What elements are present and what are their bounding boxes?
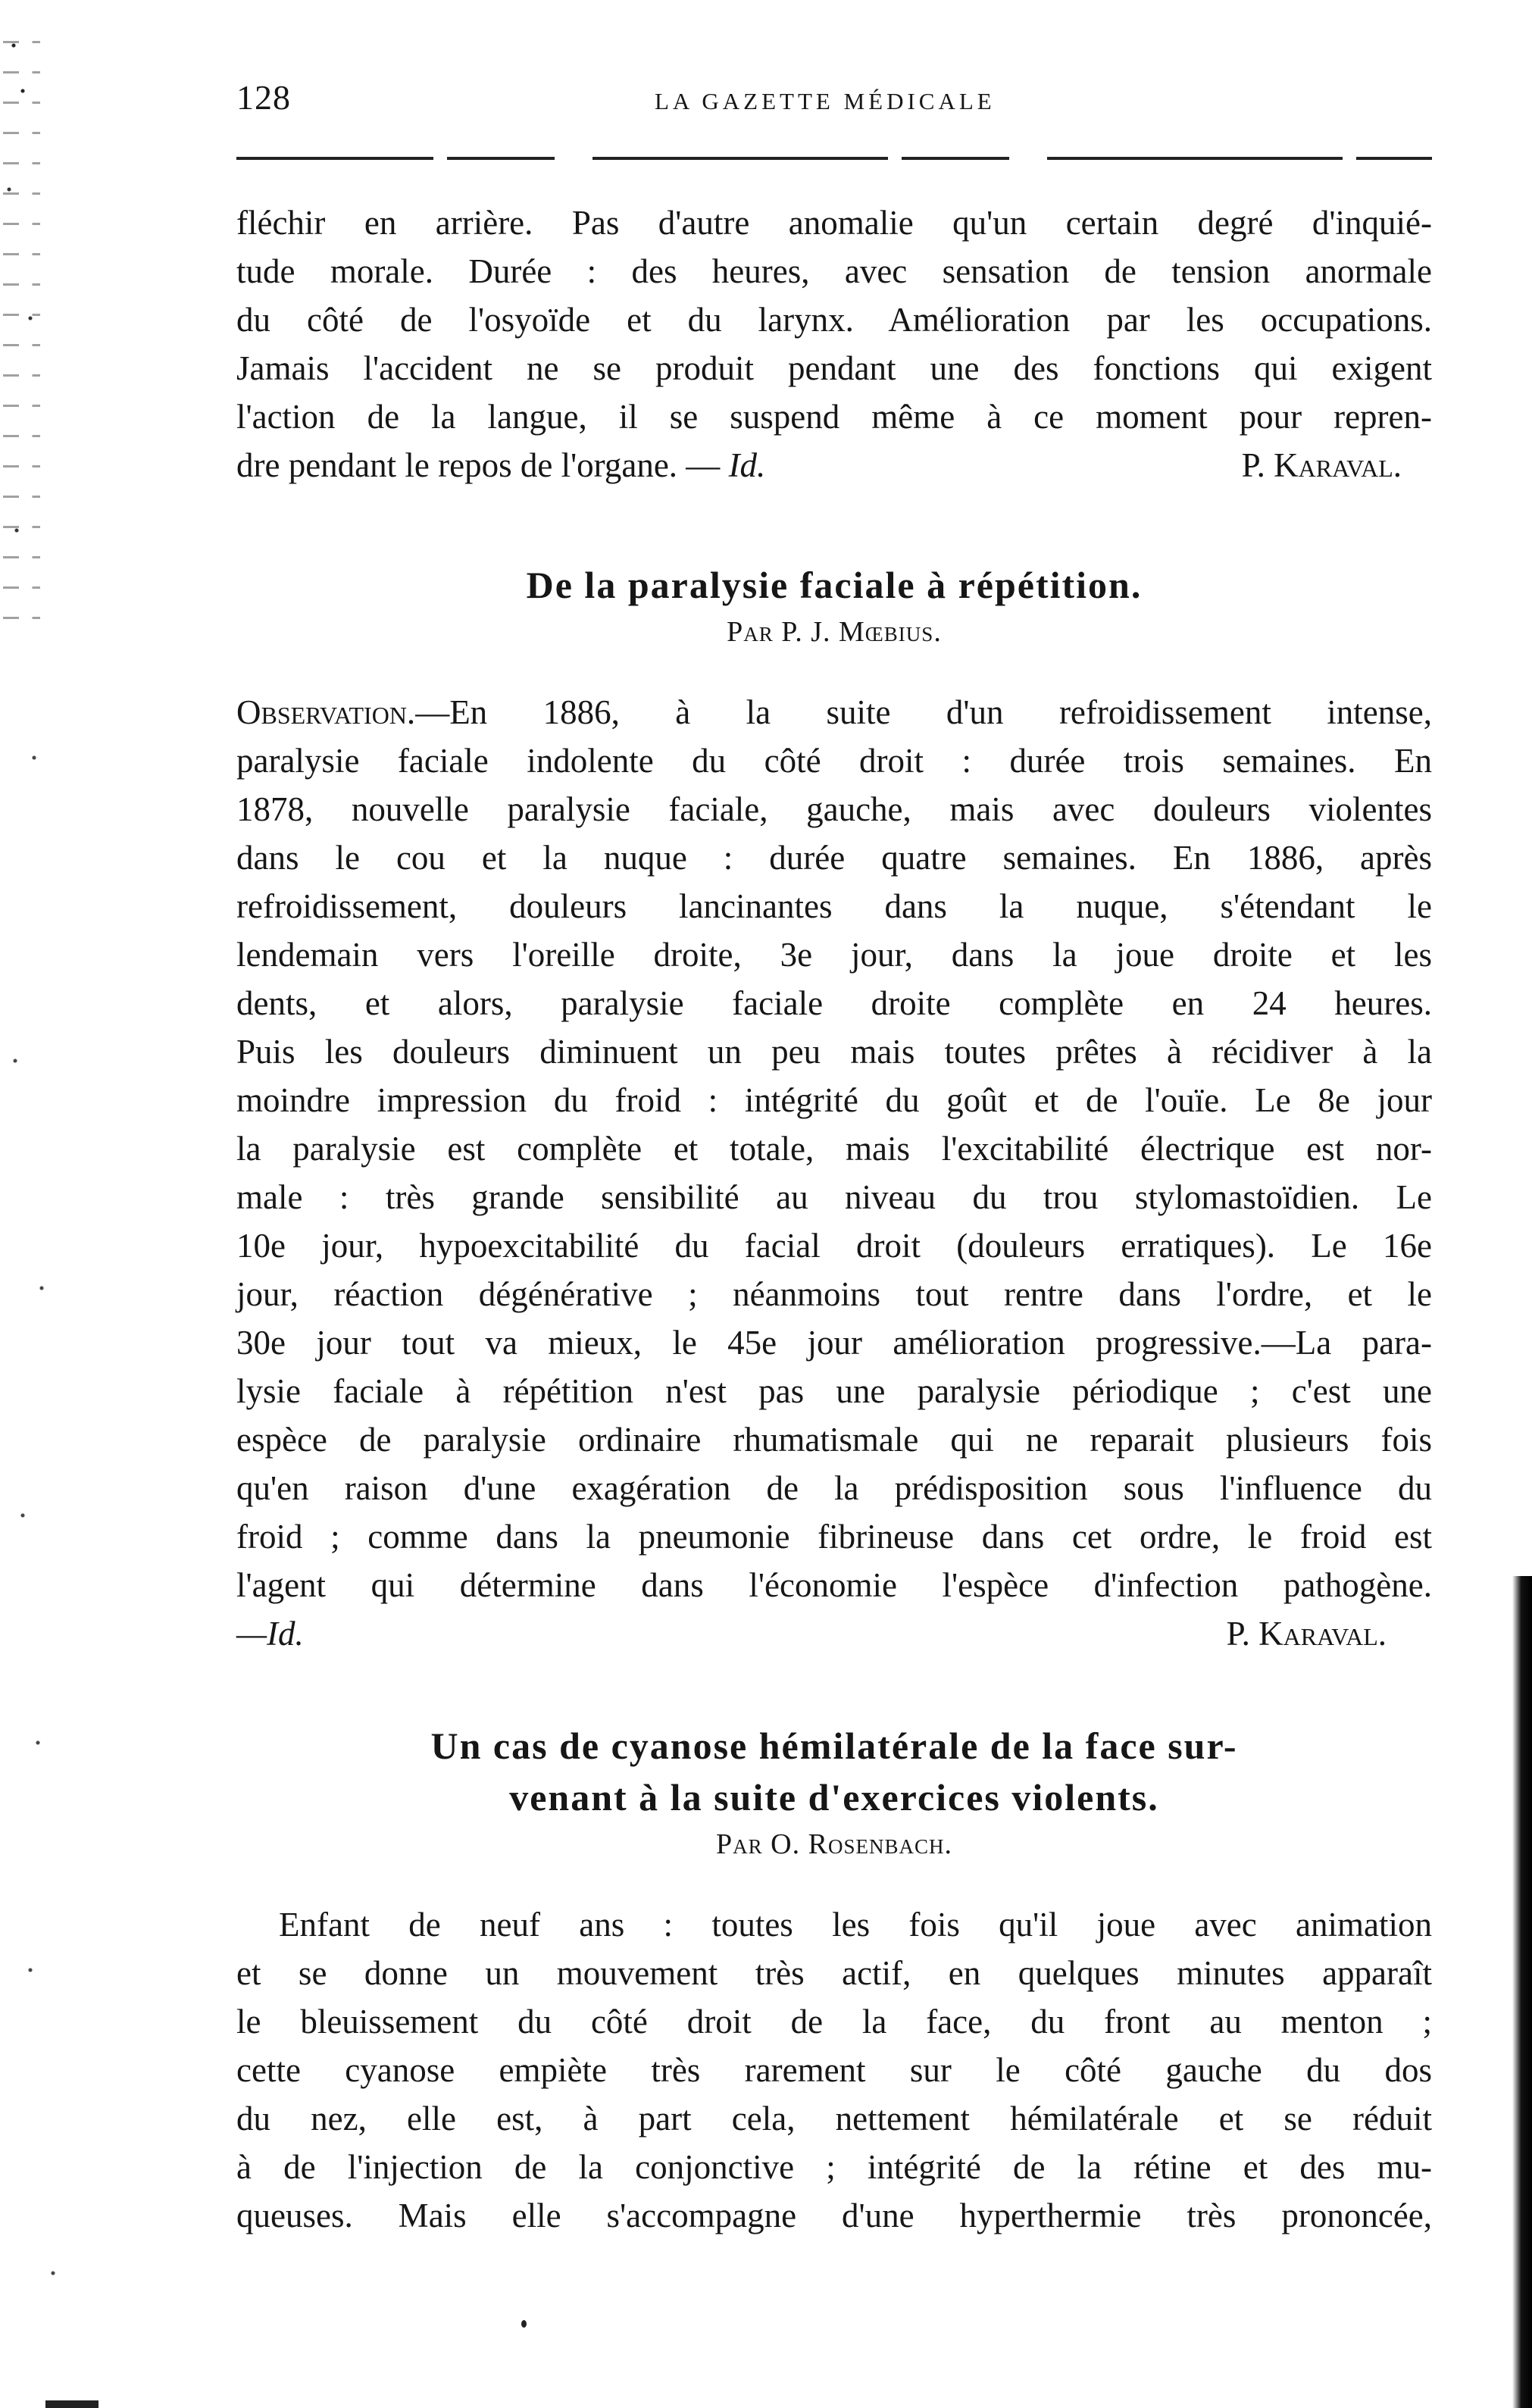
text-line: espèce de paralysie ordinaire rhumatismale qui ne reparait plusieurs fois [236, 1421, 1432, 1459]
closing-line [236, 441, 1432, 489]
article3 [236, 1720, 1432, 1861]
article2 [236, 559, 1432, 649]
author-signature: P. Karaval. [1241, 446, 1402, 484]
text-line: Puis les douleurs diminuent un peu mais toutes prêtes à récidiver à la [236, 1033, 1432, 1071]
text-line: Jamais l'accident ne se produit pendant une des fonctions qui exigent [236, 349, 1432, 387]
text-line: queuses. Mais elle s'accompagne d'une hyperthermie très prononcée, [236, 2197, 1432, 2234]
text-line: dre pendant le repos de l'organe. — [236, 446, 721, 484]
text-line: dans le cou et la nuque : durée quatre semaines. En 1886, après [236, 839, 1432, 877]
text-line: froid ; comme dans la pneumonie fibrineuse dans cet ordre, le froid est [236, 1518, 1432, 1556]
scan-bottom-mark [45, 2400, 98, 2408]
text-line: le bleuissement du côté droit de la face, du front au menton ; [236, 2003, 1432, 2041]
text-line: moindre impression du froid : intégrité du goût et de l'ouïe. Le 8e jour [236, 1081, 1432, 1119]
text-line: 30e jour tout va mieux, le 45e jour amélioration progressive.—La para- [236, 1324, 1432, 1362]
text-line: paralysie faciale indolente du côté droit : durée trois semaines. En [236, 742, 1432, 780]
text-line: fléchir en arrière. Pas d'autre anomalie qu'un certain degré d'inquié- [236, 204, 1432, 242]
article-title-line: Un cas de cyanose hémilatérale de la face sur- [430, 1725, 1238, 1767]
source-reference: —Id. [236, 1615, 304, 1653]
article3-body [236, 1900, 1432, 2240]
source-reference: Id. [728, 446, 766, 484]
article-byline: Par O. Rosenbach. [716, 1828, 952, 1860]
text-line: dents, et alors, paralysie faciale droite complète en 24 heures. [236, 984, 1432, 1022]
scan-right-edge-shadow [1512, 1576, 1532, 2408]
article2-body [236, 688, 1432, 1658]
observation-label: Observation. [236, 693, 416, 731]
article-title-line: venant à la suite d'exercices violents. [509, 1776, 1159, 1819]
article1-tail [236, 199, 1432, 489]
article-byline: Par P. J. Mœbius. [727, 616, 942, 648]
text-line: refroidissement, douleurs lancinantes dans la nuque, s'étendant le [236, 887, 1432, 925]
text-line: 10e jour, hypoexcitabilité du facial droit (douleurs erratiques). Le 16e [236, 1227, 1432, 1265]
closing-line [236, 1609, 1432, 1658]
text-line: du nez, elle est, à part cela, nettement hémilatérale et se réduit [236, 2100, 1432, 2137]
author-signature: P. Karaval. [1226, 1615, 1387, 1653]
text-line: du côté de l'osyoïde et du larynx. Amélioration par les occupations. [236, 301, 1432, 339]
text-line: et se donne un mouvement très actif, en quelques minutes apparaît [236, 1954, 1432, 1992]
text-line: Enfant de neuf ans : toutes les fois qu'il joue avec animation [279, 1906, 1432, 1944]
text-line: cette cyanose empiète très rarement sur le côté gauche du dos [236, 2051, 1432, 2089]
text-line: l'action de la langue, il se suspend même à ce moment pour repren- [236, 398, 1432, 436]
text-line: male : très grande sensibilité au niveau du trou stylomastoïdien. Le [236, 1178, 1432, 1216]
text-line: —En 1886, à la suite d'un refroidissement intense, [415, 693, 1432, 731]
text-line: jour, réaction dégénérative ; néanmoins tout rentre dans l'ordre, et le [236, 1275, 1432, 1313]
article-title: De la paralysie faciale à répétition. [526, 564, 1143, 606]
text-line: tude morale. Durée : des heures, avec sensation de tension anormale [236, 252, 1432, 290]
page-number: 128 [236, 78, 291, 117]
text-line: lendemain vers l'oreille droite, 3e jour, dans la joue droite et les [236, 936, 1432, 974]
text-line: à de l'injection de la conjonctive ; intégrité de la rétine et des mu- [236, 2148, 1432, 2186]
scan-stray-dot [521, 2320, 527, 2328]
text-line: l'agent qui détermine dans l'économie l'espèce d'infection pathogène. [236, 1566, 1432, 1604]
text-line: 1878, nouvelle paralysie faciale, gauche, mais avec douleurs violentes [236, 790, 1432, 828]
text-line: la paralysie est complète et totale, mais l'excitabilité électrique est nor- [236, 1130, 1432, 1168]
scan-margin-marks [3, 30, 56, 636]
running-head: LA GAZETTE MÉDICALE [655, 88, 996, 114]
header-rule [236, 157, 1432, 160]
text-line: qu'en raison d'une exagération de la prédisposition sous l'influence du [236, 1469, 1432, 1507]
text-line: lysie faciale à répétition n'est pas une paralysie périodique ; c'est une [236, 1372, 1432, 1410]
